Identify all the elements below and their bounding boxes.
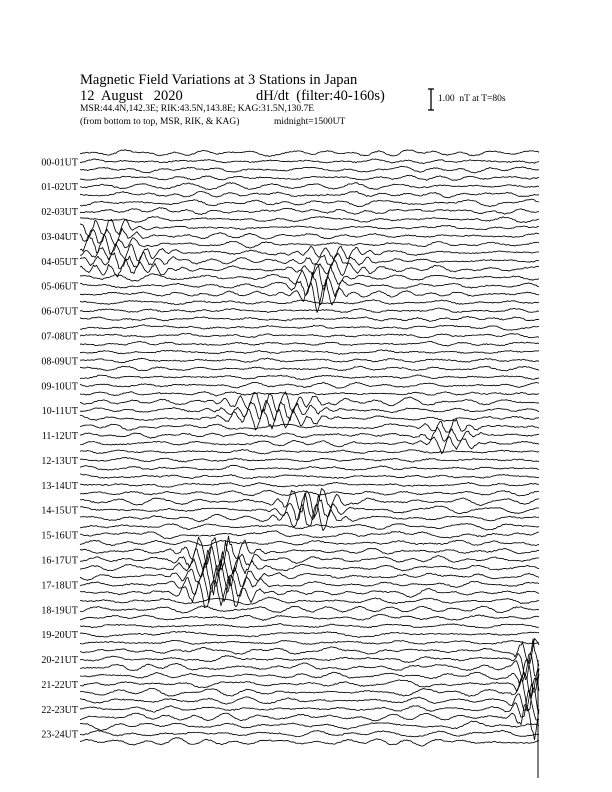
trace-msr [80, 409, 539, 430]
hour-label: 03-04UT [41, 231, 78, 243]
trace-rik [80, 333, 539, 337]
trace-kag [80, 597, 539, 605]
trace-rik [80, 541, 539, 576]
trace-rik [80, 272, 539, 304]
trace-rik [80, 631, 539, 637]
trace-rik [80, 252, 539, 269]
trace-msr [80, 504, 539, 531]
trace-rik [80, 482, 539, 487]
trace-kag [80, 150, 539, 157]
hour-label: 22-23UT [41, 704, 78, 716]
trace-order-note: (from bottom to top, MSR, RIK, & KAG) [80, 117, 240, 127]
hour-label: 14-15UT [41, 505, 78, 517]
trace-msr [80, 316, 539, 321]
trace-msr [80, 465, 539, 470]
trace-msr [80, 540, 539, 546]
trace-kag [80, 419, 539, 432]
trace-rik [80, 565, 539, 602]
trace-kag [80, 375, 539, 380]
trace-msr [80, 216, 539, 222]
hour-label: 13-14UT [41, 480, 78, 492]
trace-kag [80, 624, 539, 628]
scale-bar [428, 89, 434, 110]
hour-label: 15-16UT [41, 530, 78, 542]
trace-rik [80, 427, 539, 441]
trace-rik [80, 531, 539, 539]
chart-title: Magnetic Field Variations at 3 Stations in Japan [80, 72, 358, 88]
hour-label: 04-05UT [41, 256, 78, 268]
trace-kag [80, 392, 539, 413]
trace-kag [80, 219, 539, 235]
trace-rik [80, 669, 539, 697]
trace-rik [80, 730, 539, 736]
hour-label: 23-24UT [41, 729, 78, 741]
hour-label: 08-09UT [41, 356, 78, 368]
trace-msr [80, 614, 539, 620]
trace-msr [80, 192, 539, 198]
trace-rik [80, 159, 539, 164]
trace-rik [80, 606, 539, 613]
hour-label: 20-21UT [41, 655, 78, 667]
hour-label: 01-02UT [41, 182, 78, 194]
hour-label: 02-03UT [41, 207, 78, 219]
hour-label: 07-08UT [41, 331, 78, 343]
hour-label: 05-06UT [41, 281, 78, 293]
trace-kag [80, 175, 539, 180]
trace-rik [80, 358, 539, 363]
trace-rik [80, 382, 539, 388]
trace-rik [80, 208, 539, 215]
chart-date: 12 August 2020 [80, 88, 183, 104]
trace-msr [80, 392, 539, 396]
trace-msr [80, 640, 539, 644]
station-traces [80, 150, 539, 746]
trace-msr [80, 366, 539, 371]
hour-label: 06-07UT [41, 306, 78, 318]
hour-label: 19-20UT [41, 630, 78, 642]
hour-label: 16-17UT [41, 555, 78, 567]
trace-msr [80, 550, 539, 586]
trace-kag [80, 559, 539, 595]
hour-label: 21-22UT [41, 679, 78, 691]
trace-rik [80, 308, 539, 312]
chart-quantity: dH/dt (filter:40-160s) [256, 88, 385, 104]
trace-msr [80, 341, 539, 346]
hour-label: 12-13UT [41, 455, 78, 467]
trace-kag [80, 474, 539, 479]
hour-label: 00-01UT [41, 157, 78, 169]
hour-label: 17-18UT [41, 580, 78, 592]
station-coordinates: MSR:44.4N,142.3E; RIK:43.5N,143.8E; KAG:31.5N,130.7E [80, 104, 315, 114]
hour-label: 09-10UT [41, 381, 78, 393]
trace-kag [80, 449, 539, 454]
trace-kag [80, 350, 539, 355]
trace-msr [80, 678, 539, 711]
trace-kag [80, 721, 539, 731]
hour-label: 11-12UT [41, 431, 78, 443]
trace-rik [80, 690, 539, 720]
trace-rik [80, 228, 539, 245]
hour-labels [41, 157, 78, 740]
hour-label: 18-19UT [41, 605, 78, 617]
trace-kag [80, 524, 539, 530]
trace-msr [80, 738, 539, 747]
trace-rik [80, 458, 539, 462]
hour-label: 10-11UT [41, 406, 78, 418]
trace-kag [80, 300, 539, 305]
midnight-note: midnight=1500UT [274, 117, 346, 127]
trace-msr [80, 166, 539, 173]
trace-kag [80, 325, 539, 330]
trace-kag [80, 199, 539, 207]
trace-msr [80, 576, 539, 607]
scale-bar-label: 1.00 nT at T=80s [438, 94, 506, 104]
trace-rik [80, 182, 539, 189]
